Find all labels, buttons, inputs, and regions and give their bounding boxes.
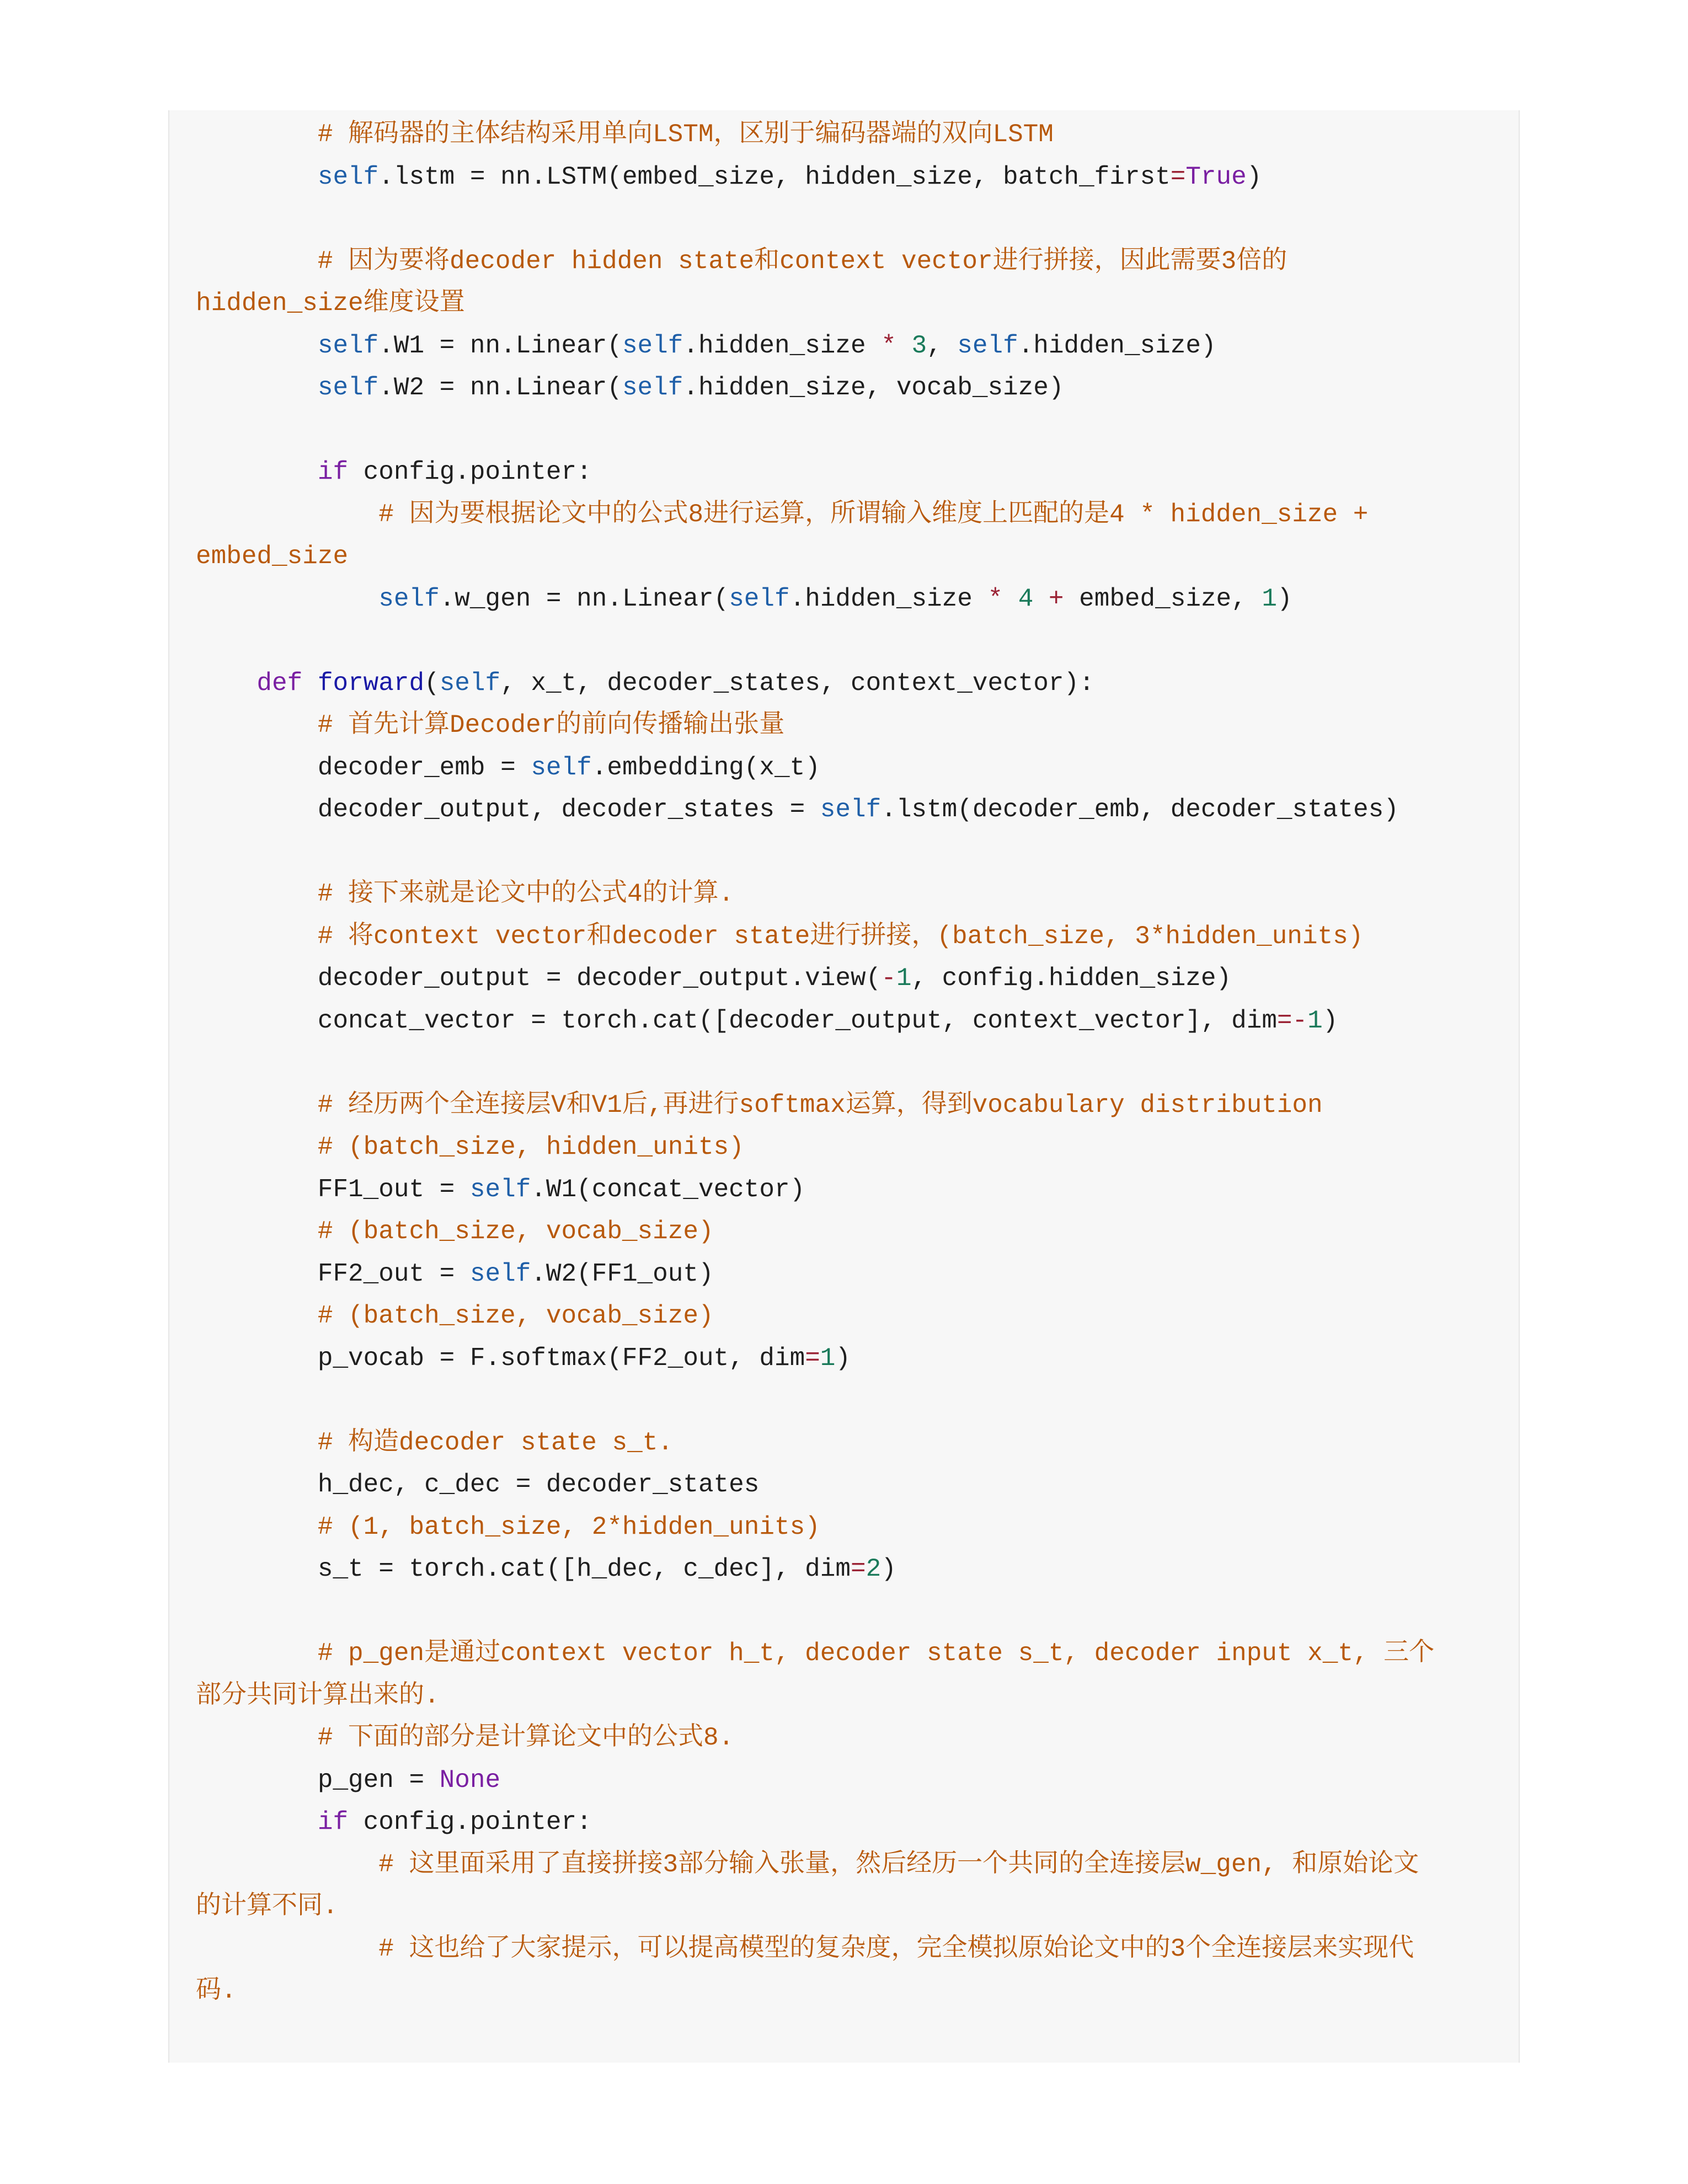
code-line — [196, 1464, 1498, 1506]
code-token-txt — [196, 458, 318, 486]
code-token-slf: self — [957, 331, 1018, 360]
code-line — [196, 1886, 1498, 1928]
code-token-cmt: # (batch_size, vocab_size) — [196, 1217, 714, 1246]
code-line — [196, 1337, 1498, 1379]
code-token-cmt: 部分共同计算出来的. — [196, 1681, 440, 1710]
code-line — [196, 1675, 1498, 1717]
code-line — [196, 282, 1498, 324]
code-token-cmt: 的计算不同. — [196, 1892, 338, 1921]
code-token-kw: if — [317, 1808, 349, 1837]
code-line — [196, 578, 1498, 620]
code-token-cmt: # 因为要根据论文中的公式8进行运算，所谓输入维度上匹配的是4 * hidden_size + — [196, 500, 1369, 529]
code-token-txt: .W1 = nn.Linear( — [378, 331, 622, 360]
code-token-txt: FF1_out = — [196, 1175, 470, 1204]
code-token-op: = — [851, 1555, 866, 1583]
code-token-txt: .hidden_size — [789, 584, 988, 613]
code-token-txt: h_dec, c_dec = decoder_states — [196, 1470, 760, 1499]
code-token-txt: , config.hidden_size) — [911, 964, 1232, 993]
code-token-txt — [196, 373, 318, 402]
code-token-txt: ) — [881, 1555, 896, 1583]
code-token-txt — [1033, 585, 1049, 613]
code-token-slf: self — [439, 668, 501, 698]
code-token-txt: p_gen = — [196, 1765, 440, 1795]
code-token-cmt: # 这里面采用了直接拼接3部分输入张量，然后经历一个共同的全连接层w_gen, 和原始论文 — [196, 1850, 1419, 1879]
code-token-cmt: # 下面的部分是计算论文中的公式8. — [196, 1723, 734, 1752]
code-token-txt — [196, 585, 378, 613]
code-line — [196, 1506, 1498, 1548]
code-token-txt: config.pointer: — [348, 1808, 592, 1837]
code-line — [196, 114, 1498, 156]
code-line — [196, 1717, 1498, 1759]
code-token-slf: self — [622, 331, 683, 360]
code-token-txt — [196, 669, 257, 698]
code-token-kw: if — [317, 458, 349, 486]
code-line — [196, 873, 1498, 915]
code-token-txt: , x_t, decoder_states, context_vector): — [500, 668, 1094, 698]
code-token-txt — [302, 669, 318, 698]
code-token-kw: None — [439, 1765, 501, 1795]
code-token-cmt: # (1, batch_size, 2*hidden_units) — [196, 1512, 820, 1541]
code-token-slf: self — [378, 584, 440, 613]
code-line — [196, 1042, 1498, 1084]
code-token-num: 1 — [820, 1343, 836, 1373]
code-token-txt: concat_vector = torch.cat([decoder_output, context_vector], dim — [196, 1006, 1277, 1035]
code-line — [196, 1211, 1498, 1252]
code-token-txt — [196, 1808, 318, 1837]
code-token-slf: self — [531, 753, 592, 782]
code-token-txt: embed_size, — [1064, 584, 1262, 613]
code-token-txt — [896, 331, 912, 360]
code-line — [196, 1126, 1498, 1168]
code-line — [196, 1422, 1498, 1464]
code-token-num: 1 — [896, 964, 912, 993]
code-line — [196, 1295, 1498, 1337]
code-token-txt — [196, 163, 318, 191]
code-line — [196, 409, 1498, 451]
code-token-cmt: # 将context vector和decoder state进行拼接，(batch_size, 3*hidden_units) — [196, 922, 1364, 951]
code-token-cmt: # 构造decoder state s_t. — [196, 1428, 673, 1457]
code-token-cmt: # 解码器的主体结构采用单向LSTM，区别于编码器端的双向LSTM — [196, 120, 1054, 149]
code-line — [196, 536, 1498, 577]
code-token-op: + — [1048, 584, 1064, 613]
code-token-num: 4 — [1018, 584, 1034, 613]
code-token-txt: s_t = torch.cat([h_dec, c_dec], dim — [196, 1555, 851, 1583]
code-token-txt: .w_gen = nn.Linear( — [439, 584, 729, 613]
code-token-num: 2 — [866, 1555, 882, 1583]
code-line — [196, 1084, 1498, 1126]
code-token-txt: decoder_output, decoder_states = — [196, 795, 820, 824]
code-token-cmt: 码. — [196, 1977, 237, 2005]
code-token-cmt: # 这也给了大家提示，可以提高模型的复杂度，完全模拟原始论文中的3个全连接层来实现代 — [196, 1934, 1414, 1963]
code-token-num: 1 — [1262, 584, 1277, 613]
code-token-cmt: # p_gen是通过context vector h_t, decoder state s_t, decoder input x_t, 三个 — [196, 1639, 1435, 1668]
code-token-txt: ( — [424, 668, 440, 698]
code-token-txt: decoder_output = decoder_output.view( — [196, 964, 882, 993]
code-token-txt: .W1(concat_vector) — [531, 1175, 805, 1204]
code-token-kw: True — [1185, 162, 1247, 191]
code-token-txt: ) — [1322, 1006, 1338, 1035]
code-token-fn: forward — [317, 668, 425, 698]
code-line — [196, 451, 1498, 493]
code-token-cmt: # 接下来就是论文中的公式4的计算. — [196, 880, 734, 908]
code-token-slf: self — [469, 1175, 531, 1204]
code-token-op: =- — [1276, 1006, 1308, 1035]
code-token-txt: decoder_emb = — [196, 753, 531, 782]
code-line — [196, 620, 1498, 662]
code-token-slf: self — [820, 795, 882, 824]
code-token-txt: .lstm(decoder_emb, decoder_states) — [881, 795, 1399, 824]
code-line — [196, 1970, 1498, 2012]
code-token-cmt: # 经历两个全连接层V和V1后,再进行softmax运算，得到vocabulary distribution — [196, 1090, 1323, 1120]
code-token-txt: ) — [835, 1343, 851, 1373]
code-line — [196, 1000, 1498, 1042]
code-line — [196, 1591, 1498, 1632]
code-token-txt: config.pointer: — [348, 458, 592, 486]
code-token-txt: FF2_out = — [196, 1259, 470, 1288]
code-line — [196, 1928, 1498, 1970]
code-token-slf: self — [317, 162, 379, 191]
code-token-txt: .lstm = nn.LSTM(embed_size, hidden_size, batch_first — [378, 162, 1171, 191]
code-token-cmt: # (batch_size, vocab_size) — [196, 1302, 714, 1330]
code-token-num: 1 — [1307, 1006, 1323, 1035]
code-token-txt: ) — [1276, 584, 1292, 613]
code-token-num: 3 — [911, 331, 927, 360]
code-line — [196, 1548, 1498, 1590]
code-token-op: * — [881, 331, 896, 360]
code-token-op: = — [1170, 162, 1186, 191]
code-token-txt: .hidden_size — [683, 331, 882, 360]
code-line — [196, 957, 1498, 999]
code-line — [196, 831, 1498, 873]
code-line — [196, 1801, 1498, 1843]
code-line — [196, 662, 1498, 704]
code-line — [196, 789, 1498, 831]
code-line — [196, 1379, 1498, 1421]
code-line — [196, 240, 1498, 282]
code-token-txt: p_vocab = F.softmax(FF2_out, dim — [196, 1343, 805, 1373]
code-token-cmt: # 因为要将decoder hidden state和context vector进行拼接，因此需要3倍的 — [196, 247, 1288, 276]
code-line — [196, 1253, 1498, 1295]
code-token-slf: self — [469, 1259, 531, 1288]
code-line — [196, 747, 1498, 789]
code-line — [196, 704, 1498, 746]
code-token-op: * — [987, 584, 1003, 613]
code-token-kw: def — [257, 668, 303, 698]
code-token-txt: .hidden_size, vocab_size) — [683, 373, 1064, 402]
code-token-cmt: # (batch_size, hidden_units) — [196, 1133, 744, 1161]
code-line — [196, 1632, 1498, 1674]
code-token-op: = — [805, 1343, 820, 1373]
code-line — [196, 1169, 1498, 1211]
code-token-slf: self — [317, 373, 379, 402]
code-token-txt — [196, 331, 318, 360]
code-token-txt: ) — [1246, 162, 1262, 191]
code-token-slf: self — [729, 584, 790, 613]
code-line — [196, 198, 1498, 240]
code-token-txt: , — [927, 331, 958, 360]
code-line — [196, 325, 1498, 367]
code-token-txt: .hidden_size) — [1018, 331, 1216, 360]
code-line — [196, 1844, 1498, 1886]
code-token-op: - — [881, 964, 896, 993]
code-line — [196, 156, 1498, 198]
code-token-txt: .W2 = nn.Linear( — [378, 373, 622, 402]
code-token-txt: .embedding(x_t) — [591, 753, 820, 782]
code-token-txt — [1003, 585, 1018, 613]
code-token-cmt: # 首先计算Decoder的前向传播输出张量 — [196, 711, 785, 740]
code-token-cmt: hidden_size维度设置 — [196, 289, 465, 318]
code-line — [196, 916, 1498, 957]
code-token-cmt: embed_size — [196, 542, 349, 571]
code-token-txt: .W2(FF1_out) — [531, 1259, 714, 1288]
code-line — [196, 367, 1498, 409]
code-line — [196, 1759, 1498, 1801]
code-token-slf: self — [317, 331, 379, 360]
code-token-slf: self — [622, 373, 683, 402]
code-line — [196, 494, 1498, 536]
